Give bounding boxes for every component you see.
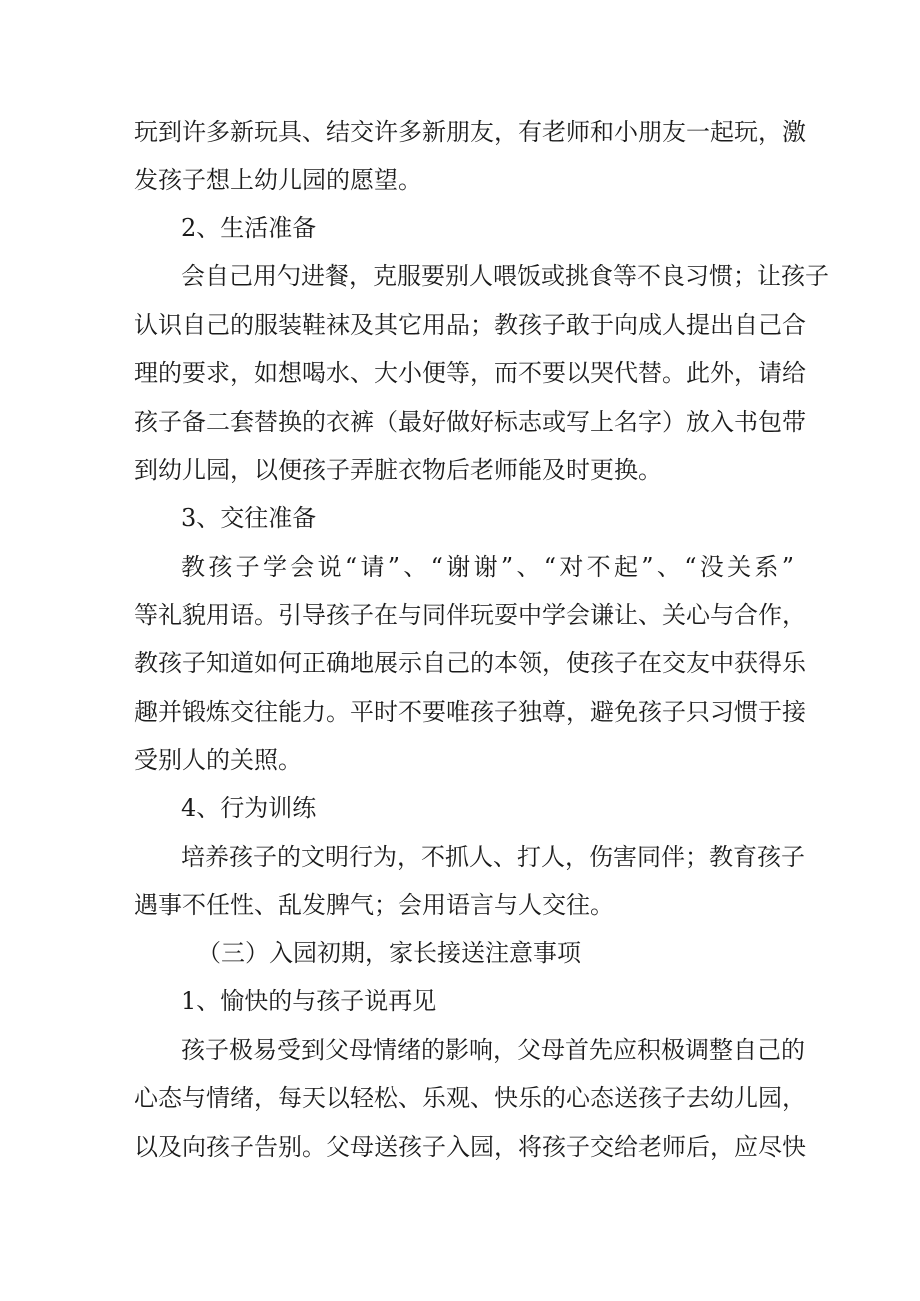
paragraph-line: 会自己用勺进餐，克服要别人喂饭或挑食等不良习惯；让孩子 (181, 262, 829, 290)
section-heading: 2、生活准备 (181, 214, 317, 242)
paragraph-line: 等礼貌用语。引导孩子在与同伴玩耍中学会谦让、关心与合作， (134, 601, 806, 629)
paragraph-line: 遇事不任性、乱发脾气；会用语言与人交往。 (134, 891, 614, 919)
paragraph-line: 玩到许多新玩具、结交许多新朋友，有老师和小朋友一起玩，激 (134, 118, 806, 146)
paragraph-line: 趣并锻炼交往能力。平时不要唯孩子独尊，避免孩子只习惯于接 (134, 698, 806, 726)
paragraph-line: 认识自己的服装鞋袜及其它用品；教孩子敢于向成人提出自己合 (134, 311, 806, 339)
section-heading: 1、愉快的与孩子说再见 (181, 987, 437, 1015)
paragraph-line: 理的要求，如想喝水、大小便等，而不要以哭代替。此外，请给 (134, 359, 806, 387)
paragraph-line: 到幼儿园，以便孩子弄脏衣物后老师能及时更换。 (134, 456, 662, 484)
paragraph-line: 孩子极易受到父母情绪的影响，父母首先应积极调整自己的 (181, 1036, 805, 1064)
subsection-heading: （三）入园初期，家长接送注意事项 (197, 939, 581, 967)
paragraph-line: 培养孩子的文明行为，不抓人、打人，伤害同伴；教育孩子 (181, 843, 805, 871)
paragraph-line: 教孩子学会说“请”、“谢谢”、“对不起”、“没关系” (181, 553, 794, 581)
paragraph-line: 教孩子知道如何正确地展示自己的本领，使孩子在交友中获得乐 (134, 649, 806, 677)
paragraph-line: 孩子备二套替换的衣裤（最好做好标志或写上名字）放入书包带 (134, 408, 806, 436)
paragraph-line: 心态与情绪，每天以轻松、乐观、快乐的心态送孩子去幼儿园， (134, 1084, 806, 1112)
paragraph-line: 受别人的关照。 (134, 746, 302, 774)
section-heading: 4、行为训练 (181, 794, 317, 822)
section-heading: 3、交往准备 (181, 504, 317, 532)
paragraph-line: 以及向孩子告别。父母送孩子入园，将孩子交给老师后，应尽快 (134, 1133, 806, 1161)
paragraph-line: 发孩子想上幼儿园的愿望。 (134, 166, 422, 194)
